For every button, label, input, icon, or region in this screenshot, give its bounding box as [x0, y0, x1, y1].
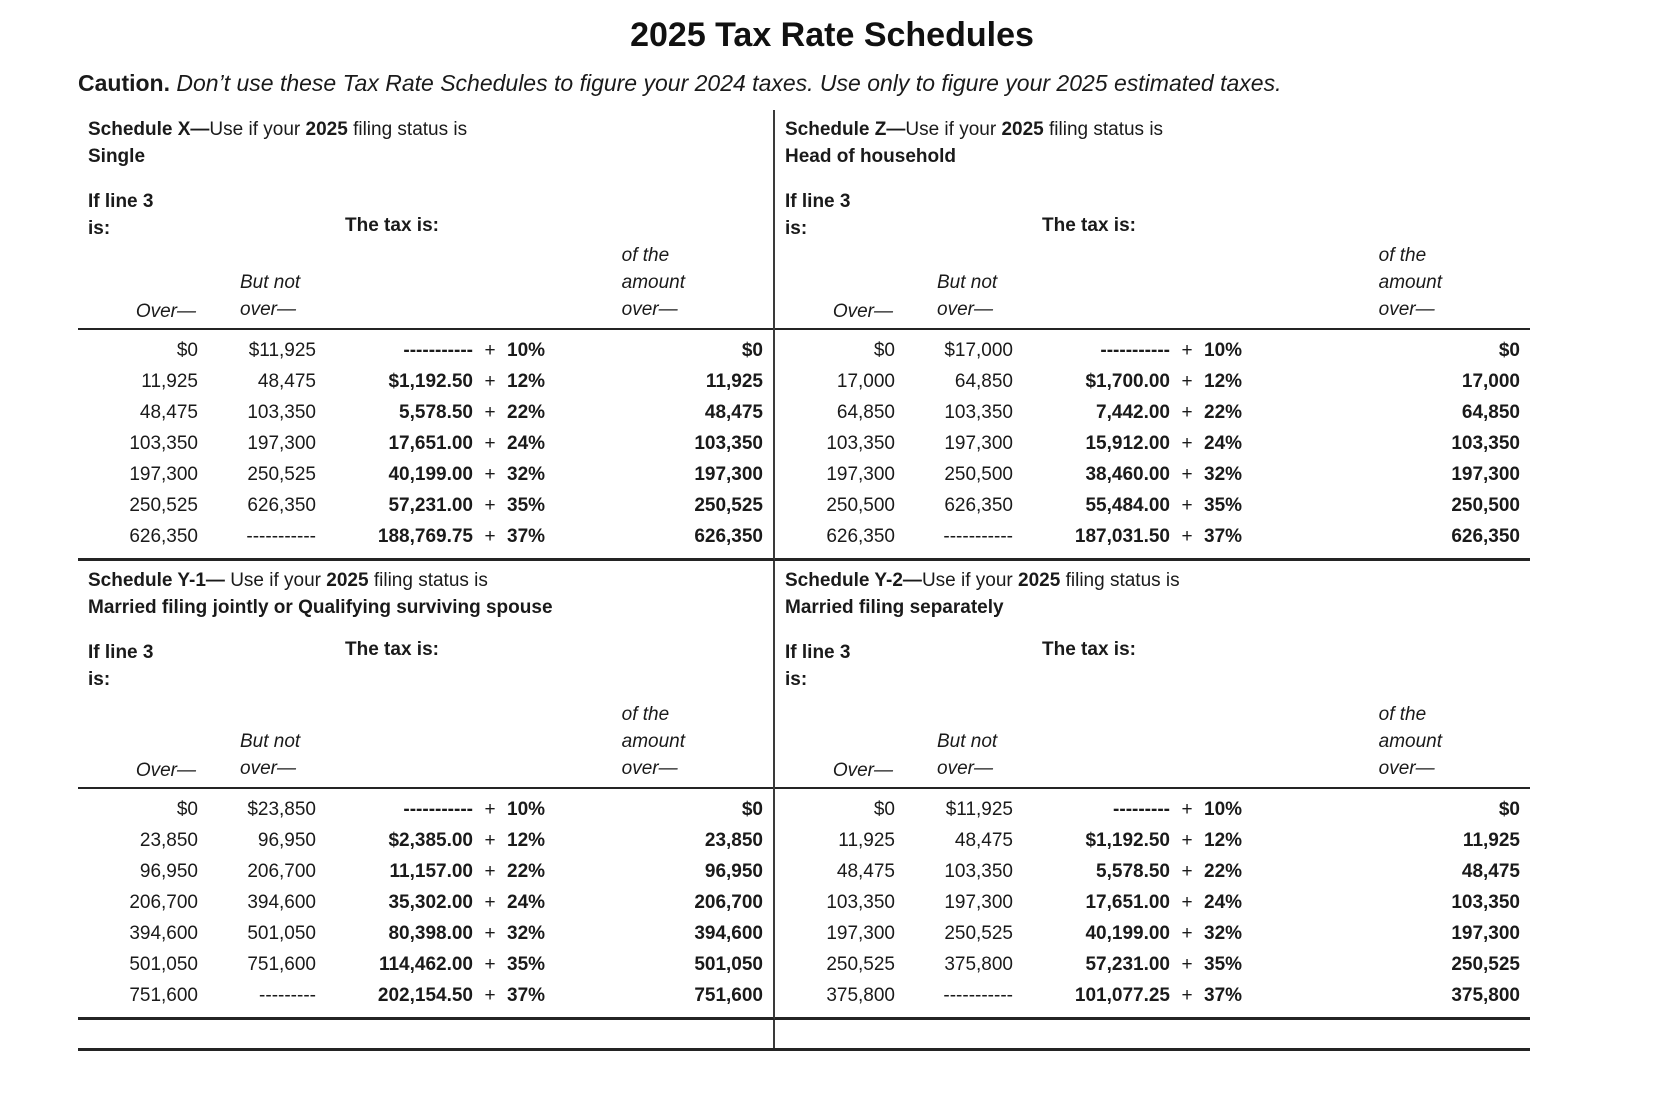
- base-tax-amount: -----------: [1100, 340, 1170, 361]
- but-not-over-column-header: But not over—: [240, 731, 301, 779]
- amount-over-column-header: of the amount over—: [621, 704, 685, 779]
- tax-bracket-row: [78, 949, 773, 980]
- tax-bracket-row: [78, 856, 773, 887]
- schedule-y2-panel: [775, 561, 1530, 1020]
- tax-is-label: The tax is:: [1042, 215, 1136, 236]
- base-tax-amount: 188,769.75: [377, 526, 473, 547]
- schedule-title: Schedule Y-1— Use if your 2025 filing status is Married filing jointly or Qualifying surviving spouse: [88, 570, 553, 618]
- caution-note: [78, 68, 1530, 98]
- plus-sign: +: [1181, 495, 1193, 516]
- rate-percent: 32%: [1204, 464, 1243, 485]
- tax-bracket-row: [78, 366, 773, 397]
- amount-over-column-header: of the amount over—: [621, 245, 685, 320]
- rate-percent: 35%: [1204, 954, 1243, 975]
- over-amount: 48,475: [836, 861, 895, 882]
- filing-status: Married filing separately: [785, 597, 1004, 618]
- tax-bracket-row: [775, 459, 1530, 490]
- amount-over-value: $0: [1498, 340, 1520, 361]
- but-not-over-column-header: But not over—: [937, 272, 998, 320]
- over-amount: $0: [176, 799, 198, 820]
- over-amount: 206,700: [129, 892, 198, 913]
- rate-percent: 37%: [507, 526, 546, 547]
- but-not-over-amount: 206,700: [247, 861, 316, 882]
- over-amount: 197,300: [129, 464, 198, 485]
- tax-bracket-row: [775, 397, 1530, 428]
- tax-bracket-row: [775, 949, 1530, 980]
- over-amount: 626,350: [129, 526, 198, 547]
- rate-percent: 10%: [1204, 799, 1243, 820]
- rate-percent: 24%: [1204, 433, 1243, 454]
- base-tax-amount: 35,302.00: [388, 892, 473, 913]
- amount-over-value: 626,350: [694, 526, 763, 547]
- rate-percent: 12%: [1204, 830, 1243, 851]
- plus-sign: +: [1181, 526, 1193, 547]
- base-tax-amount: 17,651.00: [1085, 892, 1170, 913]
- base-tax-amount: 101,077.25: [1074, 985, 1170, 1006]
- over-column-header: Over—: [832, 301, 893, 322]
- amount-over-value: 197,300: [1451, 464, 1520, 485]
- amount-over-value: 501,050: [694, 954, 763, 975]
- tax-bracket-row: [775, 794, 1530, 825]
- rate-percent: 22%: [507, 402, 546, 423]
- but-not-over-amount: 103,350: [944, 402, 1013, 423]
- bracket-rows: [775, 330, 1530, 558]
- tax-bracket-row: [775, 428, 1530, 459]
- base-tax-amount: 57,231.00: [388, 495, 473, 516]
- but-not-over-amount: 250,500: [944, 464, 1013, 485]
- plus-sign: +: [1181, 433, 1193, 454]
- base-tax-amount: $1,700.00: [1085, 371, 1170, 392]
- over-amount: 64,850: [836, 402, 895, 423]
- amount-over-column-header: of the amount over—: [1378, 704, 1442, 779]
- base-tax-amount: -----------: [403, 340, 473, 361]
- amount-over-value: 206,700: [694, 892, 763, 913]
- base-tax-amount: 11,157.00: [389, 861, 473, 882]
- but-not-over-amount: -----------: [246, 526, 316, 547]
- base-tax-amount: 80,398.00: [388, 923, 473, 944]
- plus-sign: +: [484, 861, 496, 882]
- base-tax-amount: 7,442.00: [1096, 402, 1170, 423]
- schedules-top-row: [78, 110, 1530, 561]
- amount-over-value: $0: [741, 799, 763, 820]
- base-tax-amount: -----------: [403, 799, 473, 820]
- but-not-over-column-header: But not over—: [240, 272, 301, 320]
- plus-sign: +: [1181, 985, 1193, 1006]
- base-tax-amount: 5,578.50: [399, 402, 473, 423]
- amount-over-value: 250,525: [694, 495, 763, 516]
- over-amount: 17,000: [836, 371, 895, 392]
- bracket-rows: [78, 789, 773, 1017]
- column-headers: [775, 176, 1530, 328]
- base-tax-amount: 38,460.00: [1085, 464, 1170, 485]
- but-not-over-amount: 197,300: [944, 433, 1013, 454]
- over-amount: 394,600: [129, 923, 198, 944]
- base-tax-amount: 114,462.00: [378, 954, 473, 975]
- tax-bracket-row: [78, 397, 773, 428]
- base-tax-amount: 17,651.00: [388, 433, 473, 454]
- amount-over-value: 48,475: [704, 402, 763, 423]
- tax-bracket-row: [78, 794, 773, 825]
- column-headers: [78, 176, 773, 328]
- rate-percent: 10%: [507, 340, 546, 361]
- over-amount: 501,050: [129, 954, 198, 975]
- over-column-header: Over—: [832, 760, 893, 781]
- plus-sign: +: [484, 799, 496, 820]
- rate-percent: 35%: [1204, 495, 1243, 516]
- tax-bracket-row: [775, 366, 1530, 397]
- over-amount: 375,800: [826, 985, 895, 1006]
- but-not-over-column-header: But not over—: [937, 731, 998, 779]
- amount-over-value: 48,475: [1461, 861, 1520, 882]
- if-line-3-label: If line 3 is:: [785, 191, 851, 239]
- amount-over-value: 250,525: [1451, 954, 1520, 975]
- amount-over-value: 103,350: [694, 433, 763, 454]
- tax-bracket-row: [775, 521, 1530, 552]
- but-not-over-amount: 64,850: [954, 371, 1013, 392]
- but-not-over-amount: 250,525: [247, 464, 316, 485]
- amount-over-value: $0: [741, 340, 763, 361]
- schedule-y1-panel: [78, 561, 775, 1020]
- over-amount: 23,850: [139, 830, 198, 851]
- column-headers: [78, 627, 773, 787]
- rate-percent: 12%: [507, 371, 546, 392]
- bottom-rule: [78, 1020, 1530, 1051]
- but-not-over-amount: -----------: [943, 985, 1013, 1006]
- amount-over-value: 11,925: [705, 371, 763, 392]
- plus-sign: +: [1181, 340, 1193, 361]
- rate-percent: 22%: [507, 861, 546, 882]
- rate-percent: 24%: [1204, 892, 1243, 913]
- base-tax-amount: $1,192.50: [1085, 830, 1170, 851]
- plus-sign: +: [1181, 371, 1193, 392]
- but-not-over-amount: 626,350: [247, 495, 316, 516]
- amount-over-value: 64,850: [1461, 402, 1520, 423]
- plus-sign: +: [484, 923, 496, 944]
- but-not-over-amount: 48,475: [257, 371, 316, 392]
- amount-over-value: 375,800: [1451, 985, 1520, 1006]
- tax-bracket-row: [775, 887, 1530, 918]
- but-not-over-amount: 394,600: [247, 892, 316, 913]
- schedule-z-panel: [775, 110, 1530, 561]
- page-title: 2025 Tax Rate Schedules: [630, 16, 1034, 54]
- over-amount: 751,600: [129, 985, 198, 1006]
- tax-bracket-row: [78, 428, 773, 459]
- tax-bracket-row: [78, 335, 773, 366]
- but-not-over-amount: $17,000: [944, 340, 1013, 361]
- filing-status: Married filing jointly or Qualifying surviving spouse: [88, 597, 553, 618]
- but-not-over-amount: ---------: [259, 985, 316, 1006]
- plus-sign: +: [484, 433, 496, 454]
- base-tax-amount: $1,192.50: [388, 371, 473, 392]
- but-not-over-amount: 103,350: [944, 861, 1013, 882]
- rate-percent: 24%: [507, 892, 546, 913]
- over-amount: 626,350: [826, 526, 895, 547]
- over-amount: 48,475: [139, 402, 198, 423]
- amount-over-value: 103,350: [1451, 892, 1520, 913]
- base-tax-amount: 5,578.50: [1096, 861, 1170, 882]
- plus-sign: +: [1181, 830, 1193, 851]
- rate-percent: 12%: [507, 830, 546, 851]
- rate-percent: 12%: [1204, 371, 1243, 392]
- plus-sign: +: [484, 464, 496, 485]
- but-not-over-amount: -----------: [943, 526, 1013, 547]
- tax-bracket-row: [775, 918, 1530, 949]
- tax-bracket-row: [78, 918, 773, 949]
- rate-percent: 37%: [1204, 985, 1243, 1006]
- schedule-title: Schedule Z—Use if your 2025 filing status is Head of household: [785, 119, 1164, 167]
- if-line-3-label: If line 3 is:: [785, 642, 851, 690]
- but-not-over-amount: 197,300: [247, 433, 316, 454]
- over-amount: 197,300: [826, 464, 895, 485]
- rate-percent: 32%: [507, 464, 546, 485]
- filing-status: Head of household: [785, 146, 956, 167]
- plus-sign: +: [1181, 954, 1193, 975]
- plus-sign: +: [484, 340, 496, 361]
- amount-over-value: 626,350: [1451, 526, 1520, 547]
- rate-percent: 10%: [1204, 340, 1243, 361]
- if-line-3-label: If line 3 is:: [88, 642, 154, 690]
- tax-bracket-row: [78, 887, 773, 918]
- tax-bracket-row: [775, 335, 1530, 366]
- tax-is-label: The tax is:: [345, 215, 439, 236]
- over-amount: 250,500: [826, 495, 895, 516]
- over-column-header: Over—: [135, 760, 196, 781]
- tax-bracket-row: [78, 490, 773, 521]
- base-tax-amount: 202,154.50: [377, 985, 473, 1006]
- amount-over-value: 197,300: [694, 464, 763, 485]
- base-tax-amount: 187,031.50: [1074, 526, 1170, 547]
- over-amount: $0: [873, 799, 895, 820]
- plus-sign: +: [1181, 799, 1193, 820]
- base-tax-amount: 15,912.00: [1085, 433, 1170, 454]
- tax-bracket-row: [775, 856, 1530, 887]
- if-line-3-label: If line 3 is:: [88, 191, 154, 239]
- schedules-bottom-row: [78, 561, 1530, 1020]
- rate-percent: 24%: [507, 433, 546, 454]
- amount-over-value: 11,925: [1462, 830, 1520, 851]
- but-not-over-amount: 48,475: [954, 830, 1013, 851]
- but-not-over-amount: 103,350: [247, 402, 316, 423]
- but-not-over-amount: $23,850: [247, 799, 316, 820]
- filing-status: Single: [88, 146, 146, 167]
- bracket-rows: [78, 330, 773, 558]
- plus-sign: +: [484, 526, 496, 547]
- plus-sign: +: [484, 892, 496, 913]
- plus-sign: +: [1181, 464, 1193, 485]
- but-not-over-amount: 626,350: [944, 495, 1013, 516]
- amount-over-value: 250,500: [1451, 495, 1520, 516]
- but-not-over-amount: 250,525: [944, 923, 1013, 944]
- but-not-over-amount: 375,800: [944, 954, 1013, 975]
- plus-sign: +: [484, 495, 496, 516]
- over-amount: 103,350: [129, 433, 198, 454]
- plus-sign: +: [484, 402, 496, 423]
- but-not-over-amount: 751,600: [247, 954, 316, 975]
- but-not-over-amount: $11,925: [945, 799, 1013, 820]
- but-not-over-amount: 96,950: [257, 830, 316, 851]
- over-amount: 96,950: [139, 861, 198, 882]
- plus-sign: +: [484, 830, 496, 851]
- amount-over-column-header: of the amount over—: [1378, 245, 1442, 320]
- base-tax-amount: $2,385.00: [388, 830, 473, 851]
- tax-bracket-row: [775, 980, 1530, 1011]
- bottom-rule-left: [78, 1020, 775, 1048]
- tax-bracket-row: [78, 825, 773, 856]
- rate-percent: 22%: [1204, 861, 1243, 882]
- over-amount: $0: [873, 340, 895, 361]
- over-amount: 250,525: [129, 495, 198, 516]
- plus-sign: +: [1181, 923, 1193, 944]
- column-headers: [775, 627, 1530, 787]
- plus-sign: +: [484, 954, 496, 975]
- tax-is-label: The tax is:: [345, 639, 439, 660]
- amount-over-value: 751,600: [694, 985, 763, 1006]
- amount-over-value: 17,000: [1461, 371, 1520, 392]
- bracket-rows: [775, 789, 1530, 1017]
- over-amount: 11,925: [141, 371, 198, 392]
- over-amount: 197,300: [826, 923, 895, 944]
- tax-bracket-row: [775, 490, 1530, 521]
- over-amount: 103,350: [826, 433, 895, 454]
- bottom-rule-right: [775, 1020, 1530, 1048]
- over-amount: 11,925: [838, 830, 895, 851]
- rate-percent: 37%: [1204, 526, 1243, 547]
- rate-percent: 10%: [507, 799, 546, 820]
- amount-over-value: $0: [1498, 799, 1520, 820]
- plus-sign: +: [484, 985, 496, 1006]
- over-amount: 103,350: [826, 892, 895, 913]
- amount-over-value: 103,350: [1451, 433, 1520, 454]
- over-amount: $0: [176, 340, 198, 361]
- plus-sign: +: [1181, 892, 1193, 913]
- tax-bracket-row: [78, 980, 773, 1011]
- rate-percent: 32%: [1204, 923, 1243, 944]
- plus-sign: +: [1181, 402, 1193, 423]
- schedule-title: Schedule Y-2—Use if your 2025 filing status is Married filing separately: [785, 570, 1180, 618]
- base-tax-amount: 40,199.00: [1085, 923, 1170, 944]
- plus-sign: +: [1181, 861, 1193, 882]
- amount-over-value: 23,850: [704, 830, 763, 851]
- tax-bracket-row: [78, 521, 773, 552]
- rate-percent: 22%: [1204, 402, 1243, 423]
- base-tax-amount: 57,231.00: [1085, 954, 1170, 975]
- base-tax-amount: 40,199.00: [388, 464, 473, 485]
- plus-sign: +: [484, 371, 496, 392]
- rate-percent: 35%: [507, 495, 546, 516]
- amount-over-value: 96,950: [704, 861, 763, 882]
- but-not-over-amount: $11,925: [248, 340, 316, 361]
- but-not-over-amount: 197,300: [944, 892, 1013, 913]
- caution-text: Don’t use these Tax Rate Schedules to figure your 2024 taxes. Use only to figure your 2025 estimated taxes.: [170, 70, 1282, 96]
- rate-percent: 32%: [507, 923, 546, 944]
- over-amount: 250,525: [826, 954, 895, 975]
- but-not-over-amount: 501,050: [247, 923, 316, 944]
- over-column-header: Over—: [135, 301, 196, 322]
- tax-is-label: The tax is:: [1042, 639, 1136, 660]
- amount-over-value: 394,600: [694, 923, 763, 944]
- caution-label: Caution.: [78, 70, 170, 96]
- schedule-title: Schedule X—Use if your 2025 filing status is Single: [88, 119, 468, 167]
- rate-percent: 37%: [507, 985, 546, 1006]
- schedules-grid: [78, 110, 1530, 1051]
- tax-bracket-row: [775, 825, 1530, 856]
- amount-over-value: 197,300: [1451, 923, 1520, 944]
- base-tax-amount: ---------: [1113, 799, 1170, 820]
- base-tax-amount: 55,484.00: [1085, 495, 1170, 516]
- tax-bracket-row: [78, 459, 773, 490]
- schedule-x-panel: [78, 110, 775, 561]
- rate-percent: 35%: [507, 954, 546, 975]
